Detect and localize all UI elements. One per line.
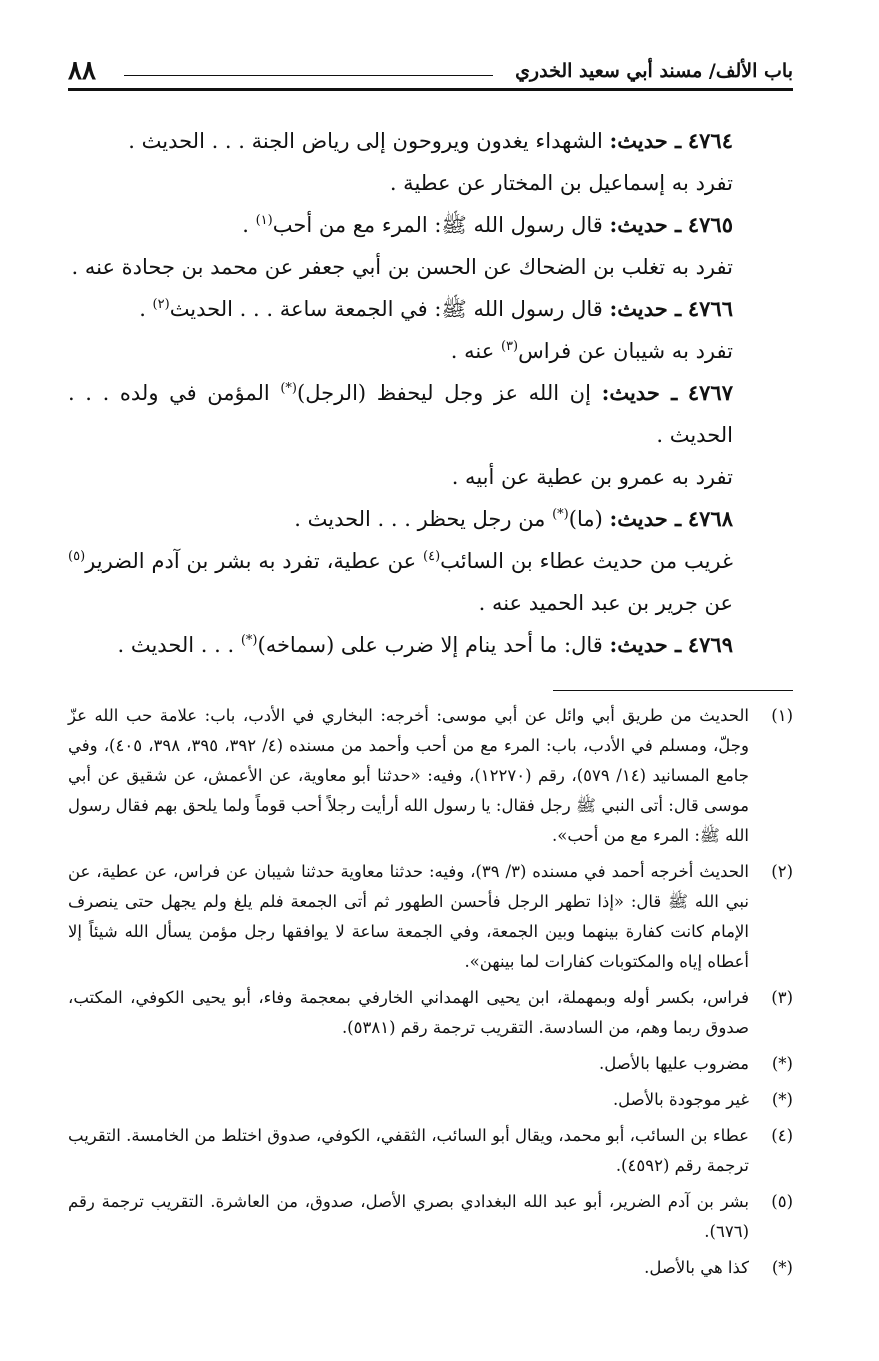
hadith-number: ٤٧٦٦: [687, 296, 733, 321]
entry-note-text: غريب من حديث عطاء بن السائب: [440, 549, 733, 573]
hadith-label: ـ حديث:: [609, 632, 682, 657]
entry-note: تفرد به إسماعيل بن المختار عن عطية .: [389, 171, 733, 195]
footnote-text: فراس، بكسر أوله وبمهملة، ابن يحيى الهمداني الخارفي بمعجمة وفاء، أبو يحيى الكوفي، المكتب، صدوق ربما وهم، من السادسة. التقريب ترجمة رقم (٥٣٨١).: [68, 988, 749, 1037]
entry-note: [68, 330, 793, 372]
hadith-number: ٤٧٦٤: [687, 128, 733, 153]
book-page: [68, 50, 793, 1340]
footnote-ref[interactable]: (٤): [423, 549, 441, 564]
footnote-text: غير موجودة بالأصل.: [612, 1090, 749, 1109]
footnote-mark: (٢): [771, 862, 793, 881]
hadith-text: إن الله عز وجل ليحفظ (الرجل): [297, 381, 591, 405]
entry-note: تفرد به عمرو بن عطية عن أبيه .: [451, 465, 733, 489]
page-number: ٨٨: [68, 56, 96, 86]
footnote-ref[interactable]: (*): [552, 507, 569, 522]
footnote-text: الحديث أخرجه أحمد في مسنده (٣/ ٣٩)، وفيه: حدثنا معاوية حدثنا شيبان عن فراس، عن عطية، عن نبي الله ﷺ قال: «إذا تطهر الرجل فأحسن الطهور ثم أتى الجمعة فلم يلغ ولم يجهل حتى ينصرف الإمام كانت كفارة بينهما وبين الجمعة، وفي الجمعة ساعة لا يوافقها رجل مؤمن يسأل الله شيئاً إلا أعطاه إياه والمكتوبات كفارات لما بينهن».: [68, 862, 750, 971]
footnote: [68, 857, 793, 977]
footnote-text: بشر بن آدم الضرير، أبو عبد الله البغدادي بصري الأصل، صدوق، من العاشرة. التقريب ترجمة رقم (٦٧٦).: [68, 1192, 749, 1241]
footnote-mark: (*): [771, 1090, 793, 1109]
footnote-mark: (*): [771, 1054, 793, 1073]
hadith-text-tail: من رجل يحظر . . . الحديث .: [294, 507, 553, 531]
hadith-number: ٤٧٦٥: [687, 212, 733, 237]
hadith-text: الشهداء يغدون ويروحون إلى رياض الجنة . . . الحديث .: [128, 129, 603, 153]
hadith-label: ـ حديث:: [609, 128, 682, 153]
footnote: [68, 701, 793, 851]
footnote: [68, 1187, 793, 1247]
footnote-mark: (*): [771, 1258, 793, 1277]
footnote-mark: (١): [771, 706, 793, 725]
hadith-text-tail: المؤمن في ولده . . . الحديث .: [68, 381, 733, 447]
hadith-entry: [68, 624, 793, 666]
page-header: [68, 50, 793, 90]
entry-note: [68, 540, 793, 624]
hadith-text: قال رسول الله ﷺ: في الجمعة ساعة . . . الحديث: [169, 297, 603, 321]
entry-note-text: تفرد به شيبان عن فراس: [518, 339, 733, 363]
hadith-number: ٤٧٦٩: [687, 632, 733, 657]
footnote: [68, 1049, 793, 1079]
footnote-ref[interactable]: (٥): [68, 549, 86, 564]
footnote-mark: (٣): [771, 988, 793, 1007]
header-rule: [68, 88, 793, 91]
entry-note-tail: عن عطية، تفرد به بشر بن آدم الضرير: [85, 549, 423, 573]
footnote-ref[interactable]: (٢): [152, 297, 170, 312]
header-line: [124, 75, 493, 76]
hadith-text: قال رسول الله ﷺ: المرء مع من أحب: [272, 213, 603, 237]
hadith-text-tail: .: [242, 213, 256, 237]
running-title: باب الألف/ مسند أبي سعيد الخدري: [515, 60, 793, 82]
entry-note-tail: عنه .: [450, 339, 501, 363]
footnote-text: الحديث من طريق أبي وائل عن أبي موسى: أخرجه: البخاري في الأدب، باب: علامة حب الله عزّ وجلّ، ومسلم في الأدب، باب: المرء مع من أحب وأحمد من مسنده (٤/ ٣٩٢، ٣٩٥، ٣٩٨، ٤٠٥)، وفي جامع المسانيد (١٤/ ٥٧٩)، رقم (١٢٢٧٠)، وفيه: «حدثنا أبو معاوية، عن الأعمش، عن شقيق عن أبي موسى قال: أتى النبي ﷺ رجل فقال: يا رسول الله أرأيت رجلاً أحب قوماً ولما يلحق بهم فقال رسول الله ﷺ: المرء مع من أحب».: [68, 706, 750, 845]
hadith-entry: [68, 288, 793, 330]
hadith-text-tail: . . . الحديث .: [117, 633, 241, 657]
hadith-entry: [68, 204, 793, 246]
hadith-entry: [68, 372, 793, 456]
footnote: [68, 1085, 793, 1115]
footnote-ref[interactable]: (*): [280, 381, 298, 396]
hadith-entry: [68, 498, 793, 540]
footnote-text: عطاء بن السائب، أبو محمد، ويقال أبو السائب، الثقفي، الكوفي، صدوق اختلط من الخامسة. التقريب ترجمة رقم (٤٥٩٢).: [68, 1126, 749, 1175]
main-text: [68, 120, 793, 666]
footnote-text: مضروب عليها بالأصل.: [599, 1054, 749, 1073]
hadith-label: ـ حديث:: [609, 212, 682, 237]
footnotes: [68, 701, 793, 1283]
entry-note: تفرد به تغلب بن الضحاك عن الحسن بن أبي جعفر عن محمد بن جحادة عنه .: [71, 255, 733, 279]
footnote-ref[interactable]: (١): [255, 213, 273, 228]
footnote-separator: [553, 690, 793, 691]
footnote-mark: (٤): [771, 1126, 793, 1145]
footnote-mark: (٥): [771, 1192, 793, 1211]
entry-note-tail: عن جرير بن عبد الحميد عنه .: [478, 591, 733, 615]
hadith-label: ـ حديث:: [609, 296, 682, 321]
footnote: [68, 1121, 793, 1181]
footnote: [68, 983, 793, 1043]
footnote-ref[interactable]: (٣): [500, 339, 519, 354]
footnote-text: كذا هي بالأصل.: [644, 1258, 749, 1277]
hadith-label: ـ حديث:: [601, 380, 678, 405]
hadith-text-tail: .: [139, 297, 153, 321]
hadith-label: ـ حديث:: [609, 506, 682, 531]
footnote: [68, 1253, 793, 1283]
hadith-text: (ما): [568, 507, 603, 531]
footnote-ref[interactable]: (*): [240, 633, 258, 648]
hadith-entry: [68, 120, 793, 162]
hadith-number: ٤٧٦٨: [687, 506, 733, 531]
hadith-number: ٤٧٦٧: [687, 380, 733, 405]
hadith-text: قال: ما أحد ينام إلا ضرب على (سماخه): [257, 633, 603, 657]
